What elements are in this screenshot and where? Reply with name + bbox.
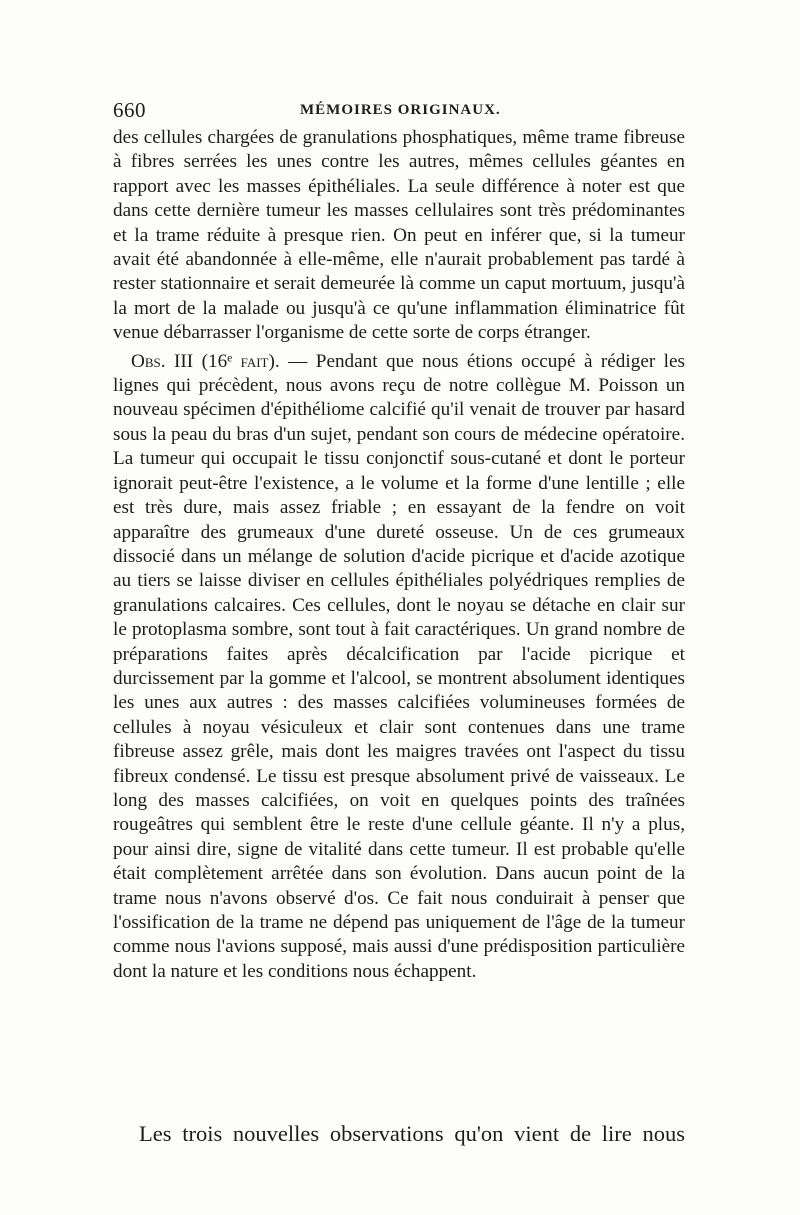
body-text — [113, 126, 685, 984]
observation-heading: Obs. III (16ᵉ fait). — [131, 350, 280, 372]
observation-text: — Pendant que nous étions occupé à rédiger les lignes qui précèdent, nous avons reçu de notre collègue M. Poisson un nouveau spécimen d'épithéliome calcifié qu'il venait de trouver par hasard sous la peau du bras d'un sujet, pendant son cours de médecine opératoire. La tumeur qui occupait le tissu conjonctif sous-cutané et dont le porteur ignorait peut-être l'existence, a le volume et la forme d'une lentille ; elle est très dure, mais assez friable ; en essayant de la fendre on voit apparaître des grumeaux d'une dureté osseuse. Un de ces grumeaux dissocié dans un mélange de solution d'acide picrique et d'acide azotique au tiers se laisse diviser en cellules épithéliales polyédriques remplies de granulations calcaires. Ces cellules, dont le noyau se détache en clair sur le protoplasma sombre, sont tout à fait caractériques. Un grand nombre de préparations faites après décalcification par l'acide picrique et durcissement par la gomme et l'alcool, se montrent absolument identiques les unes aux autres : des masses calcifiées volumineuses formées de cellules à noyau vésiculeux et clair sont contenues dans une trame fibreuse assez grêle, mais dont les maigres travées ont l'aspect du tissu fibreux condensé. Le tissu est presque absolument privé de vaisseaux. Le long des masses calcifiées, on voit en quelques points des traînées rougeâtres qui semblent être le reste d'une cellule géante. Il n'y a plus, pour ainsi dire, signe de vitalité dans cette tumeur. Il est probable qu'elle était complètement arrêtée dans son évolution. Dans aucun point de la trame nous n'avons observé d'os. Ce fait nous conduirait à penser que l'ossification de la trame ne dépend pas uniquement de l'âge de la tumeur comme nous l'avions supposé, mais aussi d'une prédisposition particulière dont la nature et les conditions nous échappent. — [113, 350, 685, 982]
closing-line: Les trois nouvelles observations qu'on vient de lire nous — [139, 1120, 685, 1146]
paragraph-continuation: des cellules chargées de granulations phosphatiques, même trame fibreuse à fibres serrées les unes contre les autres, mêmes cellules géantes en rapport avec les masses épithéliales. La seule différence à noter est que dans cette dernière tumeur les masses cellulaires sont très prédominantes et la trame réduite à presque rien. On peut en inférer que, si la tumeur avait été abandonnée à elle-même, elle n'aurait probablement pas tardé à rester stationnaire et serait demeurée là comme un caput mortuum, jusqu'à la mort de la malade ou jusqu'à ce qu'une inflammation éliminatrice fût venue débarrasser l'organisme de cette sorte de corps étranger. — [113, 127, 685, 344]
paragraph-observation-iii — [113, 350, 685, 985]
running-header — [113, 98, 685, 124]
page-number: 660 — [113, 98, 146, 122]
running-title: MÉMOIRES ORIGINAUX. — [300, 102, 501, 118]
